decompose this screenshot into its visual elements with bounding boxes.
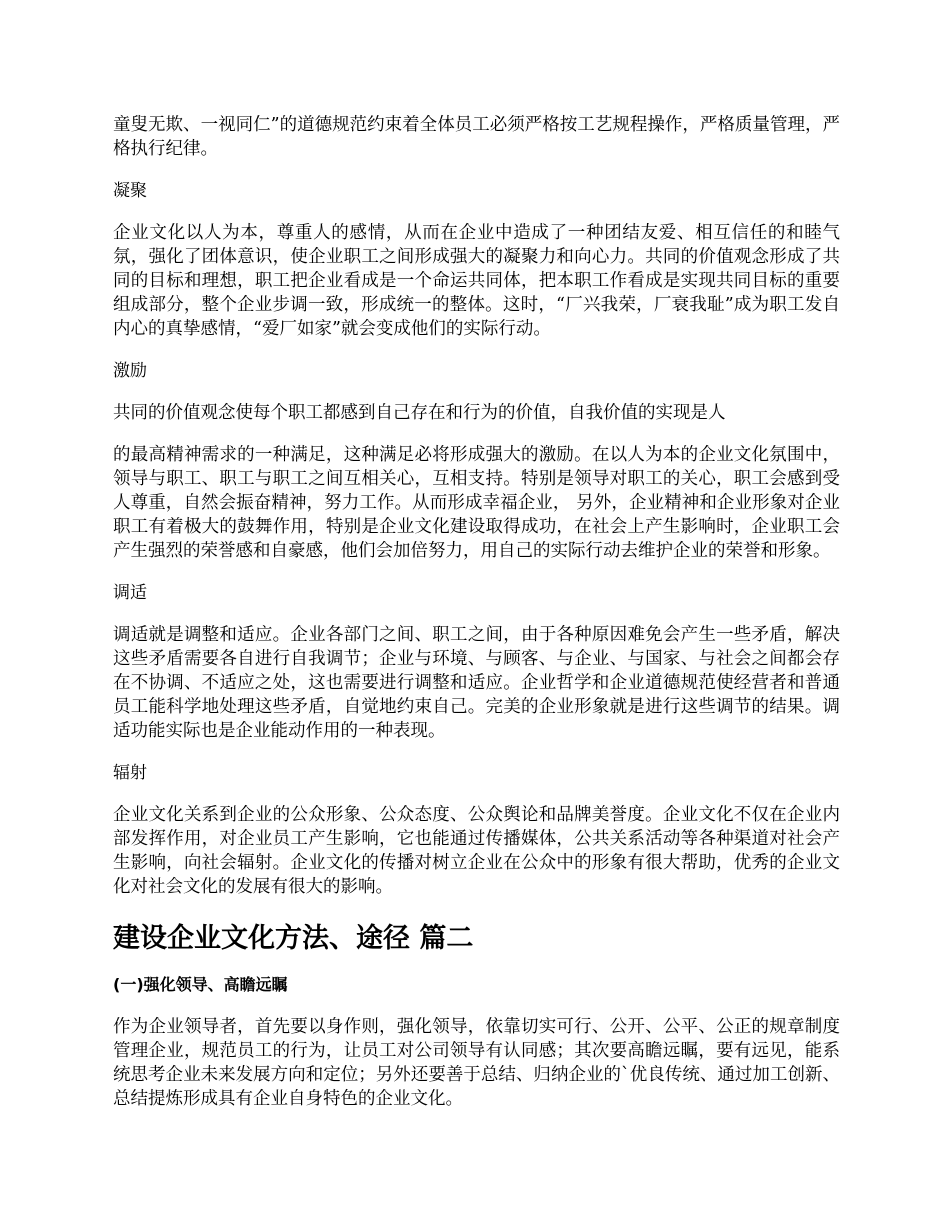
jili-paragraph-1: 共同的价值观念使每个职工都感到自己存在和行为的价值，自我价值的实现是人 [113, 403, 726, 423]
jili-paragraph-2: 的最高精神需求的一种满足，这种满足必将形成强大的激励。在以人为本的企业文化氛围中，领导与职工、职工与职工之间互相关心，互相支持。特别是领导对职工的关心，职工会感到受人尊重，自然会振奋精神，努力工作。从而形成幸福企业， 另外，企业精神和企业形象对企业职工有着极大的鼓舞作用，特别是企业文化建设取得成功，在社会上产生影响时，企业职工会产生强烈的荣誉感和自豪感，他们会加倍努力，用自己的实际行动去维护企业的荣誉和形象。 [113, 445, 840, 561]
section-label-jili: 激励 [113, 361, 147, 381]
section-heading-2: 建设企业文化方法、途径 篇二 [113, 923, 474, 954]
tiaoshi-paragraph: 调适就是调整和适应。企业各部门之间、职工之间，由于各种原因难免会产生一些矛盾，解决这些矛盾需要各自进行自我调节；企业与环境、与顾客、与企业、与国家、与社会之间都会存在不协调、不适应之处，这也需要进行调整和适应。企业哲学和企业道德规范使经营者和普通员工能科学地处理这些矛盾，自觉地约束自己。完美的企业形象就是进行这些调节的结果。调适功能实际也是企业能动作用的一种表现。 [113, 625, 840, 741]
ningju-paragraph: 企业文化以人为本，尊重人的感情，从而在企业中造成了一种团结友爱、相互信任的和睦气氛，强化了团体意识，使企业职工之间形成强大的凝聚力和向心力。共同的价值观念形成了共同的目标和理想，职工把企业看成是一个命运共同体，把本职工作看成是实现共同目标的重要组成部分，整个企业步调一致，形成统一的整体。这时，“厂兴我荣，厂衰我耻”成为职工发自内心的真挚感情，“爱厂如家”就会变成他们的实际行动。 [113, 223, 840, 339]
section-label-ningju: 凝聚 [113, 181, 147, 201]
intro-paragraph: 童叟无欺、一视同仁”的道德规范约束着全体员工必须严格按工艺规程操作，严格质量管理，严格执行纪律。 [113, 115, 840, 159]
leadership-paragraph: 作为企业领导者，首先要以身作则，强化领导，依靠切实可行、公开、公平、公正的规章制度管理企业，规范员工的行为，让员工对公司领导有认同感；其次要高瞻远瞩，要有远见，能系统思考企业未来发展方向和定位；另外还要善于总结、归纳企业的`优良传统、通过加工创新、总结提炼形成具有企业自身特色的企业文化。 [113, 1017, 840, 1109]
section-label-fushe: 辐射 [113, 763, 147, 783]
document-page [113, 113, 840, 1111]
fushe-paragraph: 企业文化关系到企业的公众形象、公众态度、公众舆论和品牌美誉度。企业文化不仅在企业内部发挥作用，对企业员工产生影响，它也能通过传播媒体，公共关系活动等各种渠道对社会产生影响，向社会辐射。企业文化的传播对树立企业在公众中的形象有很大帮助，优秀的企业文化对社会文化的发展有很大的影响。 [113, 805, 840, 897]
subsection-heading: (一)强化领导、高瞻远瞩 [113, 975, 288, 994]
section-label-tiaoshi: 调适 [113, 583, 147, 603]
